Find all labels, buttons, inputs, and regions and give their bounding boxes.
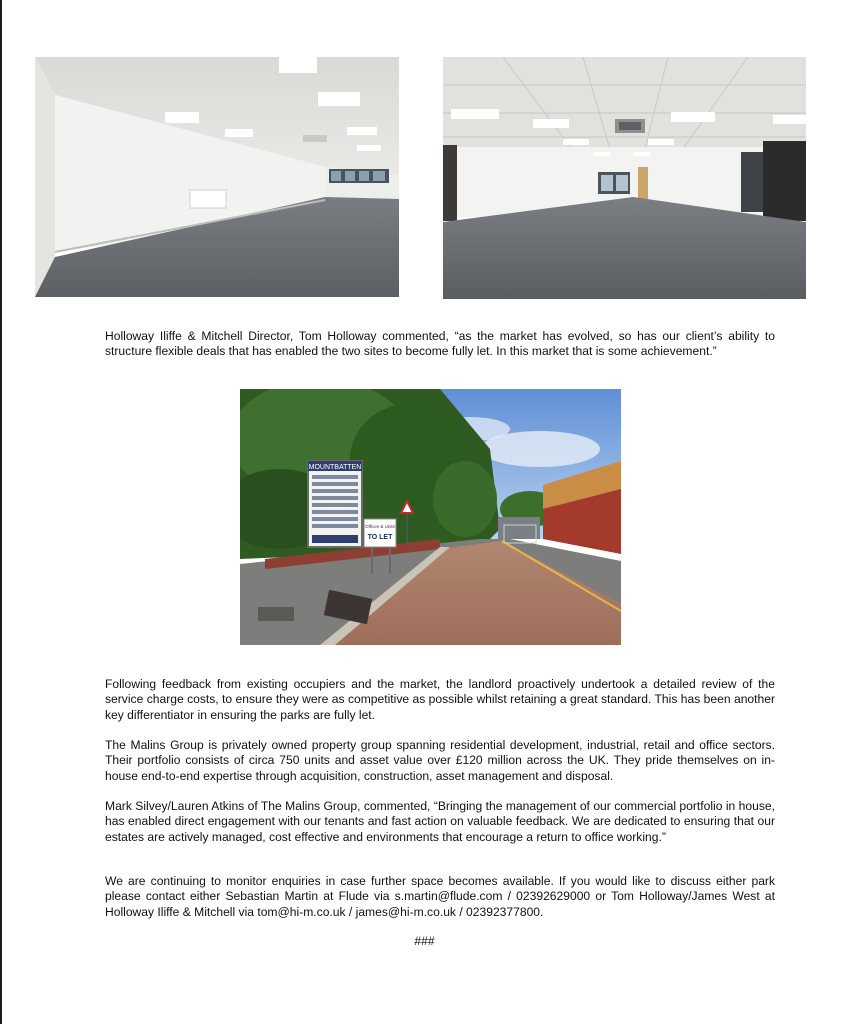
malins-quote-paragraph: Mark Silvey/Lauren Atkins of The Malins Group, commented, “Bringing the management of our commercial portfolio in house, has enabled direct engagement with our tenants and fast action on valuable feedback. We are dedicated to ensuring that our estates are actively managed, cost effective and environments that encourage a return to office working.” bbox=[105, 799, 775, 844]
to-let-board-subtitle: Offices & Units bbox=[365, 524, 395, 529]
malins-group-paragraph: The Malins Group is privately owned property group spanning residential development, industrial, retail and office sectors. Their portfolio consists of circa 750 units and asset value over £120 million across the UK. They pride themselves on in-house end-to-end expertise through acquisition, construction, asset management and disposal. bbox=[105, 738, 775, 783]
park-name-sign: MOUNTBATTEN bbox=[308, 464, 362, 471]
office-interior-photo-1 bbox=[35, 57, 399, 297]
office-interior-photo-2 bbox=[443, 57, 806, 299]
page-border bbox=[0, 0, 2, 1024]
director-quote-paragraph: Holloway Iliffe & Mitchell Director, Tom Holloway commented, “as the market has evolved, so has our client’s ability to structure flexible deals that has enabled the two sites to become fully let. In this market that is some achievement.” bbox=[105, 329, 775, 359]
service-charge-paragraph: Following feedback from existing occupiers and the market, the landlord proactively undertook a detailed review of the service charge costs, to ensure they were as competitive as possible whilst retaining a great standard. This has been another key differentiator in ensuring the parks are fully let. bbox=[105, 677, 775, 722]
to-let-board-title: TO LET bbox=[367, 534, 393, 541]
contact-paragraph: We are continuing to monitor enquiries in case further space becomes available. If you would like to discuss either park please contact either Sebastian Martin at Flude via s.martin@flude.com / 02392629000 or Tom Holloway/James West at Holloway Iliffe & Mitchell via tom@hi-m.co.uk / james@hi-m.co.uk / 02392377800. bbox=[105, 874, 775, 919]
end-of-release-mark: ### bbox=[414, 934, 435, 948]
park-entrance-photo bbox=[240, 389, 621, 645]
